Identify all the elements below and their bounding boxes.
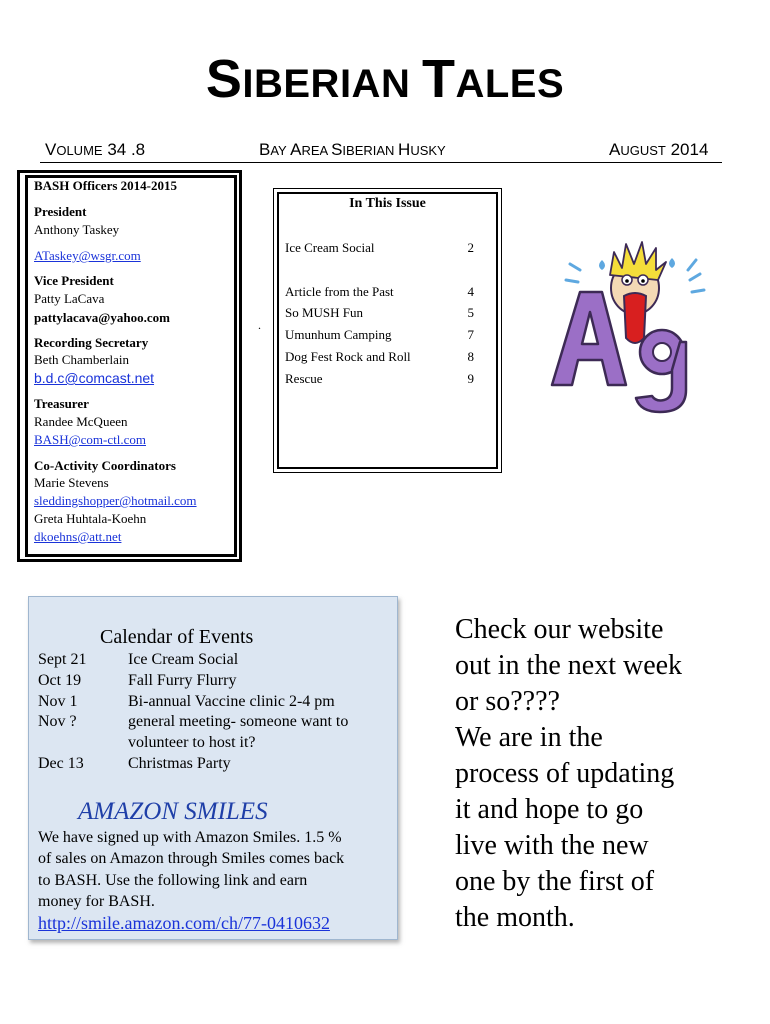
secretary-email-link[interactable]: b.d.c@comcast.net: [34, 370, 155, 386]
amazon-smiles-title: AMAZON SMILES: [78, 798, 268, 825]
toc-item-page: 2: [467, 240, 474, 255]
volume-initial: V: [45, 140, 57, 159]
toc-item-label: Article from the Past: [285, 284, 394, 299]
event-name-continued: volunteer to host it?: [128, 734, 256, 751]
officers-heading: BASH Officers 2014-2015: [34, 178, 177, 193]
coactivity-email-1-link[interactable]: sleddingshopper@hotmail.com: [34, 493, 197, 508]
stray-mark: .: [258, 318, 261, 332]
coactivity-name-2: Greta Huhtala-Koehn: [34, 511, 147, 526]
coactivity-role: Co-Activity Coordinators: [34, 458, 176, 473]
amazon-text-line: money for BASH.: [38, 893, 155, 910]
treasurer-name: Randee McQueen: [34, 414, 128, 429]
issue-date: [609, 141, 708, 158]
toc-item-label: Rescue: [285, 371, 323, 386]
title-word-2: ALES: [455, 62, 565, 106]
amazon-text-line: to BASH. Use the following link and earn: [38, 872, 308, 889]
header-rule: [40, 162, 722, 163]
event-name: general meeting- someone want to: [128, 713, 349, 730]
org-word-2: REA: [301, 143, 332, 158]
newsletter-title: [0, 49, 770, 109]
website-message-line: it and hope to go: [455, 794, 644, 825]
year: 2014: [670, 140, 709, 159]
event-date: Sept 21: [38, 651, 87, 668]
event-name: Fall Furry Flurry: [128, 672, 237, 689]
calendar-title: Calendar of Events: [100, 626, 254, 648]
title-initial-2: T: [421, 49, 456, 109]
month-word: UGUST: [620, 143, 666, 158]
amazon-smile-link[interactable]: http://smile.amazon.com/ch/77-0410632: [38, 913, 330, 933]
event-date: Dec 13: [38, 755, 84, 772]
secretary-role: Recording Secretary: [34, 335, 149, 350]
website-message-line: live with the new: [455, 830, 649, 861]
screaming-aag-cartoon-icon: [540, 230, 730, 420]
toc-item-label: So MUSH Fun: [285, 305, 364, 320]
event-name: Ice Cream Social: [128, 651, 239, 668]
toc-item-page: 9: [467, 371, 474, 386]
president-name: Anthony Taskey: [34, 222, 120, 237]
website-message-line: process of updating: [455, 758, 675, 789]
event-name: Bi-annual Vaccine clinic 2-4 pm: [128, 693, 335, 710]
organization-label: [259, 141, 446, 158]
vp-email: pattylacava@yahoo.com: [34, 310, 170, 325]
amazon-text-line: of sales on Amazon through Smiles comes back: [38, 850, 345, 867]
issue-title: In This Issue: [349, 196, 426, 211]
org-initial-2: A: [290, 140, 302, 159]
treasurer-email-link[interactable]: BASH@com-ctl.com: [34, 432, 146, 447]
title-word-1: IBERIAN: [242, 62, 422, 106]
month-initial: A: [609, 140, 621, 159]
coactivity-email-2-link[interactable]: dkoehns@att.net: [34, 529, 122, 544]
org-initial-3: S: [331, 140, 343, 159]
toc-item-page: 8: [467, 349, 474, 364]
amazon-text-line: We have signed up with Amazon Smiles. 1.5 %: [38, 829, 342, 846]
vp-role: Vice President: [34, 273, 114, 288]
website-message-line: or so????: [455, 686, 560, 717]
website-message-line: one by the first of: [455, 866, 655, 897]
event-name: Christmas Party: [128, 755, 231, 772]
event-date: Nov 1: [38, 693, 78, 710]
volume-word: OLUME: [56, 143, 103, 158]
website-message-line: the month.: [455, 902, 575, 933]
toc-item-label: Dog Fest Rock and Roll: [285, 349, 411, 364]
event-date: Oct 19: [38, 672, 82, 689]
org-word-3: IBERIAN: [342, 143, 399, 158]
title-initial-1: S: [205, 49, 243, 109]
website-message-line: We are in the: [455, 722, 603, 753]
president-email-link[interactable]: ATaskey@wsgr.com: [34, 248, 141, 263]
org-word-1: AY: [270, 143, 291, 158]
volume-label: [45, 141, 145, 158]
toc-item-label: Ice Cream Social: [285, 240, 375, 255]
event-date: Nov ?: [38, 713, 77, 730]
vp-name: Patty LaCava: [34, 291, 105, 306]
org-initial-1: B: [259, 140, 271, 159]
website-message-line: Check our website: [455, 614, 664, 645]
toc-item-label: Umunhum Camping: [285, 327, 392, 342]
org-initial-4: H: [398, 140, 411, 159]
coactivity-name-1: Marie Stevens: [34, 475, 109, 490]
volume-number: 34 .8: [107, 140, 146, 159]
president-role: President: [34, 204, 87, 219]
secretary-name: Beth Chamberlain: [34, 352, 129, 367]
toc-item-page: 5: [467, 305, 474, 320]
toc-item-page: 7: [467, 327, 474, 342]
treasurer-role: Treasurer: [34, 396, 89, 411]
toc-item-page: 4: [467, 284, 474, 299]
org-word-4: USKY: [410, 143, 446, 158]
website-message-line: out in the next week: [455, 650, 683, 681]
